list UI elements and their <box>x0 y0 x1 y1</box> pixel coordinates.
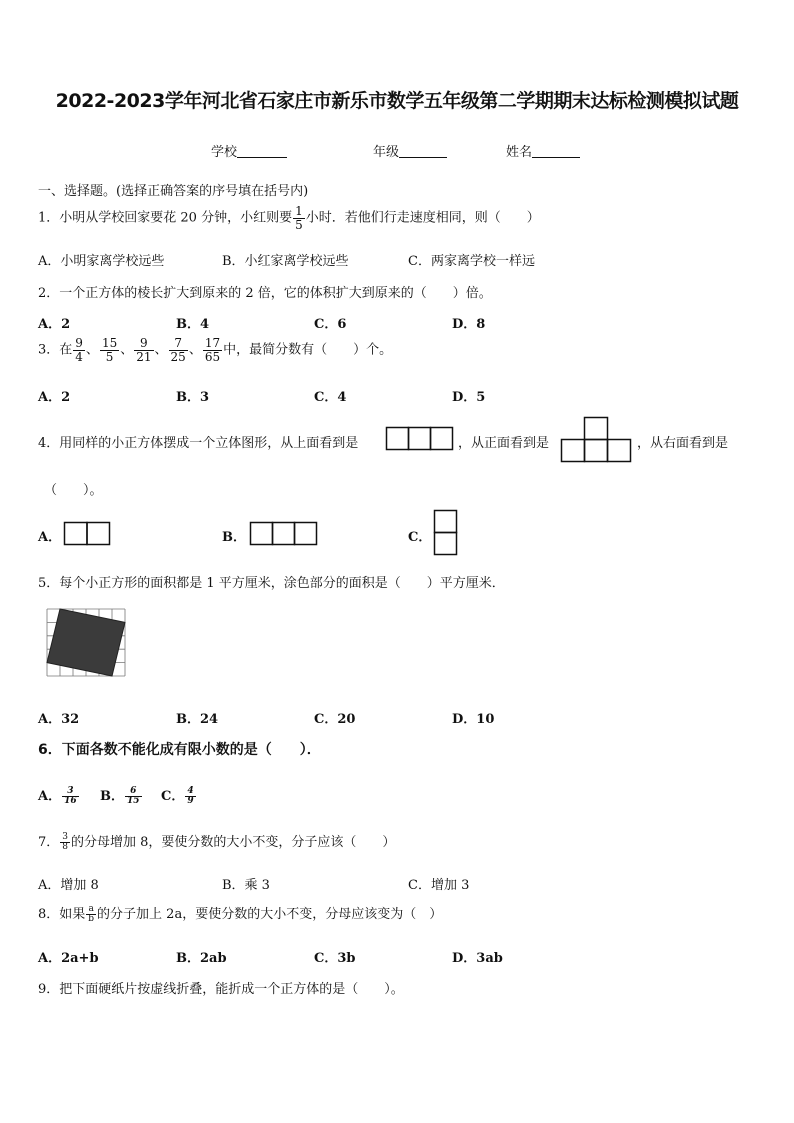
q5-shaded-square <box>47 609 125 676</box>
q5-grid-figure <box>47 609 127 681</box>
q3-option-c[interactable]: C．4 <box>314 390 347 405</box>
q8-option-a[interactable]: A．2a+b <box>38 951 99 966</box>
q7-option-b[interactable]: B．乘 3 <box>222 878 270 893</box>
question-9: 9．把下面硬纸片按虚线折叠，能折成一个正方体的是（ ）。 <box>38 982 404 997</box>
q8-fraction: $\frac{a}{b}$ <box>88 903 95 924</box>
q3-fraction-4: $\frac{7}{25}$ <box>170 336 186 364</box>
question-5: 5．每个小正方形的面积都是 1 平方厘米，涂色部分的面积是（ ）平方厘米． <box>38 576 505 591</box>
q2-option-a[interactable]: A．2 <box>38 317 71 332</box>
q4-front-view <box>561 417 633 465</box>
name-field <box>506 141 580 160</box>
q7-option-c[interactable]: C．增加 3 <box>408 878 470 893</box>
q1-fraction: $\frac{1}{5}$ <box>295 204 303 232</box>
q7-option-a[interactable]: A．增加 8 <box>38 878 99 893</box>
q3-option-b[interactable]: B．3 <box>176 390 210 405</box>
q3-option-a[interactable]: A．2 <box>38 390 71 405</box>
q2-option-c[interactable]: C．6 <box>314 317 347 332</box>
q4-option-b[interactable]: B． <box>222 530 246 545</box>
q1-text-post: 小时．若他们行走速度相同，则（ ） <box>305 210 540 226</box>
name-label: 姓名 <box>506 145 533 160</box>
question-1 <box>38 205 540 231</box>
q1-option-b[interactable]: B．小红家离学校远些 <box>222 254 349 269</box>
q4-option-a[interactable]: A． <box>38 530 62 545</box>
q4-top-view <box>386 427 456 451</box>
question-2: 2．一个正方体的棱长扩大到原来的 2 倍，它的体积扩大到原来的（ ）倍。 <box>38 286 492 301</box>
section-heading: 一、选择题。(选择正确答案的序号填在括号内) <box>38 184 309 199</box>
question-6: 6．下面各数不能化成有限小数的是（ ）． <box>38 742 321 758</box>
q5-option-a[interactable]: A．32 <box>38 712 80 727</box>
q8-option-d[interactable]: D．3ab <box>452 951 503 966</box>
q3-option-d[interactable]: D．5 <box>452 390 486 405</box>
school-label: 学校 <box>211 145 238 160</box>
q6-option-b-fraction: $\frac{6}{15}$ <box>127 785 140 806</box>
q8-option-c[interactable]: C．3b <box>314 951 356 966</box>
question-3: 3．在 $\frac{9}{4}$ 、 $\frac{15}{5}$ 、 $\frac{9}{21}$ 、 $\frac{7}{25}$ 、 $\frac{17}{65}$ 中，最简分数有（ ）个。 <box>38 336 393 364</box>
q4-answer-blank: （ ）。 <box>44 483 103 498</box>
q7-fraction: $\frac{3}{8}$ <box>62 831 69 852</box>
q1-option-c[interactable]: C．两家离学校一样远 <box>408 254 535 269</box>
question-7: 7． $\frac{3}{8}$ 的分母增加 8，要使分数的大小不变，分子应该（ ） <box>38 831 396 852</box>
q1-option-a[interactable]: A．小明家离学校远些 <box>38 254 165 269</box>
q4-option-c-figure <box>434 510 458 556</box>
q4-option-a-figure <box>64 522 112 546</box>
q5-option-d[interactable]: D．10 <box>452 712 495 727</box>
q3-fraction-2: $\frac{15}{5}$ <box>101 336 118 364</box>
q2-option-b[interactable]: B．4 <box>176 317 210 332</box>
q1-text-pre: 1．小明从学校回家要花 20 分钟，小红则要 <box>38 210 293 226</box>
q3-fraction-3: $\frac{9}{21}$ <box>136 336 152 364</box>
q3-text-post: 中，最简分数有（ ）个。 <box>223 342 393 358</box>
name-blank[interactable] <box>532 145 580 158</box>
grade-label: 年级 <box>373 145 400 160</box>
q5-option-c[interactable]: C．20 <box>314 712 356 727</box>
school-field <box>211 141 287 160</box>
q2-option-d[interactable]: D．8 <box>452 317 486 332</box>
q8-option-b[interactable]: B．2ab <box>176 951 227 966</box>
q3-fraction-5: $\frac{17}{65}$ <box>204 336 221 364</box>
q4-text-2: ，从正面看到是 <box>458 436 550 451</box>
grade-field <box>373 141 447 160</box>
q4-text-1: 4．用同样的小正方体摆成一个立体图形，从上面看到是 <box>38 436 359 451</box>
q3-text-pre: 3．在 <box>38 342 73 358</box>
q6-option-a-fraction: $\frac{3}{16}$ <box>64 785 77 806</box>
q6-option-b[interactable]: B． $\frac{6}{15}$ <box>100 785 140 806</box>
school-blank[interactable] <box>237 145 287 158</box>
q4-option-c[interactable]: C． <box>408 530 432 545</box>
page-title: 2022-2023学年河北省石家庄市新乐市数学五年级第二学期期末达标检测模拟试题 <box>55 90 739 112</box>
q4-option-b-figure <box>250 522 320 546</box>
q5-option-b[interactable]: B．24 <box>176 712 219 727</box>
q6-option-c-fraction: $\frac{4}{9}$ <box>187 785 194 806</box>
q6-option-a[interactable]: A． $\frac{3}{16}$ <box>38 785 77 806</box>
grade-blank[interactable] <box>399 145 447 158</box>
q6-option-c[interactable]: C． $\frac{4}{9}$ <box>161 785 194 806</box>
q4-text-3: ，从右面看到是 <box>637 436 729 451</box>
q3-fraction-1: $\frac{9}{4}$ <box>75 336 83 364</box>
question-8: 8．如果 $\frac{a}{b}$ 的分子加上 2a，要使分数的大小不变，分母应该变为（ ） <box>38 903 443 924</box>
